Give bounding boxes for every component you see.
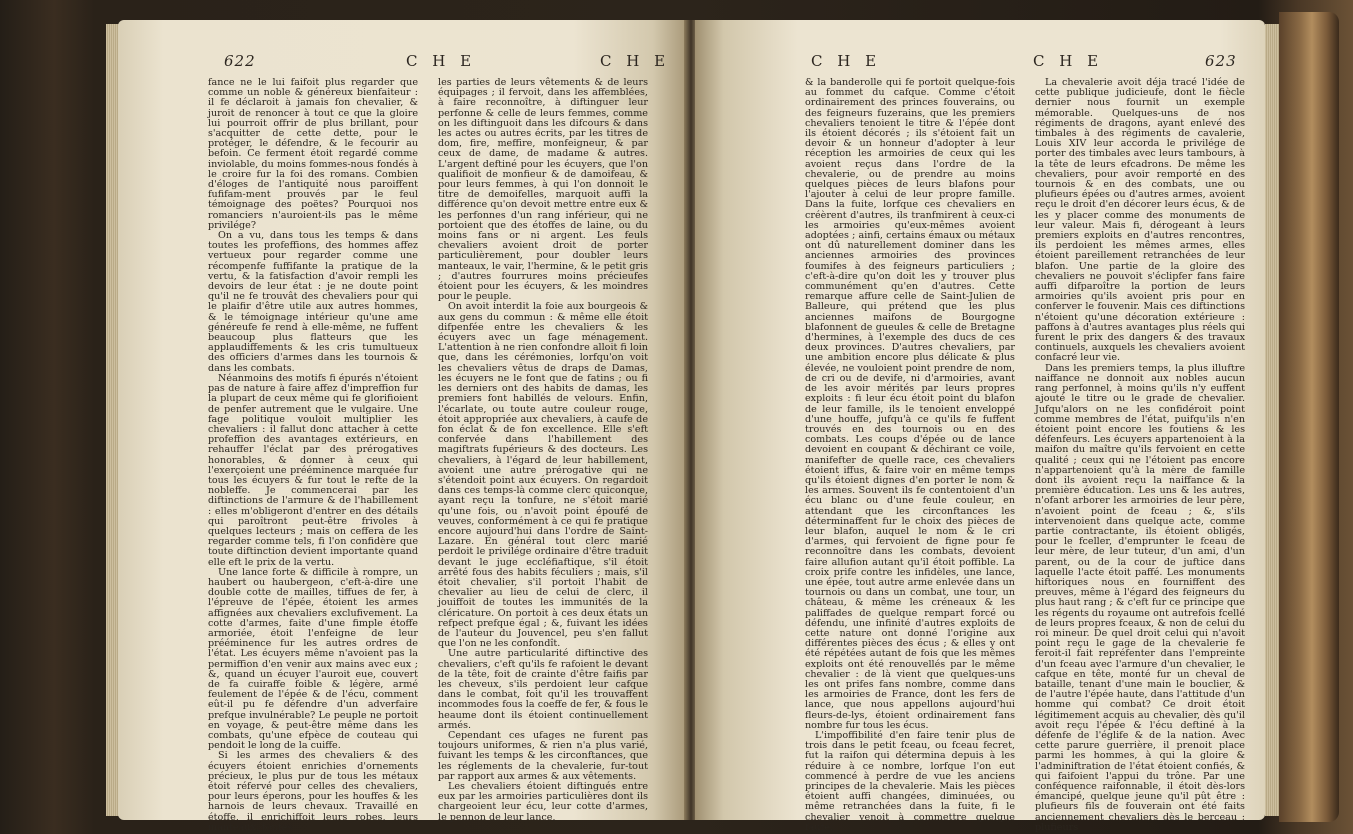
left-page bbox=[118, 20, 687, 833]
right-running-title-2: C H E bbox=[1033, 52, 1104, 70]
left-running-title-2: C H E bbox=[600, 52, 671, 70]
paragraph: Cependant ces ufages ne furent pas toujours uniformes, & rien n'a plus varié, fuivant les temps & les circonftances, que les réglements de la chevalerie, fur-tout par rapport aux armes & aux vêtements. bbox=[438, 730, 648, 782]
paragraph: Dans les premiers temps, la plus illuftre naiffance ne donnoit aux nobles aucun rang perfonnel, à moins qu'ils n'y euffent ajouté le titre ou le grade de chevalier. Jufqu'alors on ne les confidéroit point comme membres de l'état, puifqu'ils n'en étoient point encore les foutiens & les défenfeurs. Les écuyers appartenoient à la maifon du maître qu'ils fervoient en cette qualité ; ceux qui ne l'étoient pas encore n'appartenoient qu'à la mère de famille dont ils avoient reçu la naiffance & la première éducation. Les uns & les autres, n'ofant arborer les armoiries de leur père, n'avoient point de fceau ; &, s'ils intervenoient dans quelque acte, comme partie contractante, ils étoient obligés, pour le fceller, d'emprunter le fceau de leur mère, de leur tuteur, d'un ami, d'un parent, ou de la cour de juftice dans laquelle l'acte étoit paffé. Les monuments hiftoriques nous en fourniffent des preuves, même à l'égard des feigneurs du plus haut rang ; & c'eft fur ce principe que les régents du royaume ont autrefois fcellé de leurs propres fceaux, & non de celui du roi mineur. De quel droit celui qui n'avoit point reçu le gage de la chevalerie fe feroit-il fait repréfenter dans l'empreinte d'un fceau avec l'armure d'un chevalier, le cafque en tête, monté fur un cheval de bataille, tenant d'une main le bouclier, & de l'autre l'épée haute, dans l'attitude d'un homme qui combat? Ce droit étoit légitimement acquis au chevalier, dès qu'il avoit reçu l'épée & l'écu deftiné à la défenfe de l'églife & de la nation. Avec cette parure guerrière, il prenoit place parmi les hommes, à qui la gloire & l'adminiftration de l'état étoient confiés, & qui faifoient l'appui du trône. Par une conféquence raifonnable, il étoit dès-lors émancipé, quelque jeune qu'il pût être : plufieurs fils de fouverain ont été faits anciennement chevaliers dès le berceau ; plufieurs bbox=[1035, 362, 1245, 833]
paragraph: fance ne le lui faifoit plus regarder que comme un noble & généreux bienfaiteur : il fe déclaroit à jamais fon chevalier, & juroit de renoncer à tout ce que la gloire lui pourroit offrir de plus brillant, pour s'acquitter de cette dette, pour le protéger, le défendre, & le fecourir au befoin. Ce ferment étoit regardé comme inviolable, du moins fommes-nous fondés à le croire fur la foi des romans. Combien d'éloges de l'antiquité nous paroiffent fufifam-ment prouvés par le feul témoignage des poëtes? Pourquoi nos romanciers n'auroient-ils pas le même privilége? bbox=[208, 77, 418, 231]
paragraph: Une lance forte & difficile à rompre, un haubert ou haubergeon, c'eft-à-dire une double cotte de mailles, tiffues de fer, à l'épreuve de l'épée, étoient les armes affignées aux chevaliers exclufivement. La cotte d'armes, faite d'une fimple étoffe armoriée, étoit l'enfeigne de leur prééminence fur les autres ordres de l'état. Les écuyers même n'avoient pas la permiffion d'en venir aux mains avec eux ; &, quand un écuyer l'auroit eue, couvert de fa cuiraffe foible & légère, armé feulement de l'épée & de l'écu, comment eût-il pu fe défendre d'un adverfaire prefque invulnérable? Le peuple ne portoit en voyage, & peut-être même dans les combats, qu'une efpèce de couteau qui pendoit le long de la cuiffe. bbox=[208, 566, 418, 752]
paragraph: & la banderolle qui fe portoit quelque-fois au fommet du cafque. Comme c'étoit ordinairement des princes fouverains, ou des feigneurs fuzerains, que les premiers chevaliers tenoient le titre & l'épée dont ils étoient décorés ; ils s'étoient fait un devoir & un honneur d'adopter à leur réception les armoiries de ceux qui les avoient reçus dans l'ordre de la chevalerie, ou de prendre au moins quelques pièces de leurs blafons pour l'ajouter à celui de leur propre famille. Dans la fuite, lorfque ces chevaliers en créèrent d'autres, ils tranfmirent à ceux-ci les armoiries qu'eux-mêmes avoient adoptées ; ainfi, certains émaux ou métaux ont dû naturellement dominer dans les anciennes armoiries des provinces foumifes à des feigneurs particuliers ; c'eft-à-dire qu'on doit les y trouver plus communément qu'en d'autres. Cette remarque affure celle de Saint-Julien de Balleure, qui prétend que les plus anciennes maifons de Bourgogne blafonnent de gueules & celle de Bretagne d'hermines, à l'exemple des ducs de ces deux provinces. D'autres chevaliers, par une ambition encore plus délicate & plus élevée, ne vouloient point prendre de nom, de cri ou de devife, ni d'armoiries, avant de les avoir mérités par leurs propres exploits : fi leur écu étoit point du blafon de leur famille, ils le tenoient enveloppé d'une houffe, jufqu'à ce qu'ils fe fuffent trouvés en des tournois ou en des combats. Les coups d'épée ou de lance devoient en coupant & déchirant ce voile, manifefter de quelle race, ces chevaliers étoient iffus, & faire voir en même temps qu'ils étoient dignes d'en porter le nom & les armes. Souvent ils fe contentoient d'un écu blanc ou d'une feule couleur, en attendant que les circonftances les déterminaffent fur le choix des pièces de leur blafon, auquel le nom & le cri d'armes, qui fervoient de figne pour fe reconnoître dans les combats, devoient faire allufion autant qu'il étoit poffible. La croix prife contre les infidèles, une lance, une épée, tout autre arme enlevée dans un tournois ou dans un combat, une tour, un château, & même les créneaux & les paliffades de quelque rempart forcé ou défendu, une infinité d'autres exploits de cette nature ont donné l'origine aux différentes pièces des écus ; & elles y ont été répétées autant de fois que les mêmes exploits ont été renouvellés par le même chevalier : de là vient que quelques-uns les ont prifes fans nombre, comme dans les armoiries de France, dont les fers de lance, que nous appellons aujourd'hui fleurs-de-lys, étoient ordinairement fans nombre fur tous les écus. bbox=[805, 77, 1015, 731]
paragraph: On avoit interdit la foie aux bourgeois & aux gens du commun : & même elle étoit difpenfée entre les chevaliers & les écuyers avec un fage ménagement. L'attention à ne rien confondre alloit fi loin que, dans les cérémonies, lorfqu'on voit les chevaliers vêtus de draps de Damas, les écuyers ne le font que de fatins ; ou fi les derniers ont des habits de damas, les premiers font habillés de velours. Enfin, l'écarlate, ou toute autre couleur rouge, étoit appropriée aux chevaliers, à caufe de fon éclat & de fon excellence. Elle s'eft confervée dans l'habillement des magiftrats fupérieurs & des docteurs. Les chevaliers, à l'égard de leur habillement, avoient une autre prérogative qui ne s'étendoit point aux écuyers. On regardoit dans ces temps-là comme clerc quiconque, ayant reçu la tonfure, ne s'étoit marié qu'une fois, ou n'avoit point époufé de veuves, conformément à ce qui fe pratique encore aujourd'hui dans l'ordre de Saint-Lazare. En général tout clerc marié perdoit le privilége ordinaire d'être traduit devant le juge eccléfiaftique, s'il étoit arrêté fous des habits féculiers ; mais, s'il étoit chevalier, s'il portoit l'habit de chevalier au lieu de celui de clerc, il jouiffoit de toutes les immunités de la cléricature. On portoit à ces deux états un refpect prefque égal ; &, fuivant les idées de l'auteur du Jouvencel, peu s'en fallut que l'on ne les confondît. bbox=[438, 301, 648, 650]
paragraph: les parties de leurs vêtements & de leurs équipages ; il fervoit, dans les affemblées, à faire reconnoître, à diftinguer leur perfonne & celle de leurs femmes, comme on les diftinguoit dans les difcours & dans les actes ou autres écrits, par les titres de dom, fire, meffire, monfeigneur, & par ceux de dame, de madame & autres. L'argent deftiné pour les écuyers, que l'on qualifioit de monfieur & de damoifeau, & pour leurs femmes, à qui l'on donnoit le titre de demoifelles, marquoit auffi la différence qu'on devoit mettre entre eux & les perfonnes d'un rang inférieur, qui ne portoient que des étoffes de laine, ou du moins fans or ni argent. Les feuls chevaliers avoient droit de porter particulièrement, pour doubler leurs manteaux, le vair, l'hermine, & le petit gris ; d'autres fourrures moins précieufes étoient pour les écuyers, & les moindres pour le peuple. bbox=[438, 77, 648, 303]
right-running-title-1: C H E bbox=[811, 52, 882, 70]
paragraph: Les chevaliers étoient diftingués entre eux par les armoiries particulières dont ils chargeoient leur écu, leur cotte d'armes, le pennon de leur lance, bbox=[438, 781, 648, 823]
right-page-number: 623 bbox=[1205, 52, 1237, 70]
right-page-edges bbox=[1265, 24, 1279, 816]
right-column-2 bbox=[1035, 77, 1245, 833]
paragraph: Si les armes des chevaliers & des écuyers étoient enrichies d'ornements précieux, le plus pur de tous les métaux étoit réfervé pour celles des chevaliers, pour leurs éperons, pour les houffes & les harnois de leurs chevaux. Travaillé en étoffe, il enrichiffoit leurs robes, leurs manteaux, toutes bbox=[208, 750, 418, 833]
left-page-header bbox=[118, 52, 687, 76]
paragraph: On a vu, dans tous les temps & dans toutes les profeffions, des hommes affez vertueux pour regarder comme une récompenfe fuffifante la pratique de la vertu, & la fatisfaction d'avoir rempli les devoirs de leur état : je ne doute point qu'il ne fe trouvât des chevaliers pour qui le plaifir d'être utile aux autres hommes, & le témoignage intérieur qu'une ame généreufe fe rend à elle-même, ne fuffent beaucoup plus flatteurs que les applaudiffements & les cris tumultueux des officiers d'armes dans les tournois & dans les combats. bbox=[208, 230, 418, 374]
paragraph: Une autre particularité diftinctive des chevaliers, c'eft qu'ils fe rafoient le devant de la tête, foit de crainte d'être faifis par les cheveux, s'ils perdoient leur cafque dans le combat, foit qu'il les trouvaffent incommodes fous la coeffe de fer, & fous le heaume dont ils étoient continuellement armés. bbox=[438, 648, 648, 731]
left-column-2 bbox=[438, 77, 648, 823]
right-page-header bbox=[695, 52, 1265, 76]
left-running-title-1: C H E bbox=[406, 52, 477, 70]
left-column-1 bbox=[208, 77, 418, 833]
right-page bbox=[695, 20, 1265, 833]
paragraph: La chevalerie avoit déja tracé l'idée de cette publique judicieufe, dont le fiècle dernier nous fournit un exemple mémorable. Quelques-uns de nos régiments de dragons, ayant enlevé des timbales à des régiments de cavalerie, Louis XIV leur accorda le privilége de porter des timbales avec leurs tambours, à la tête de leurs efcadrons. De même les chevaliers, pour avoir remporté en des tournois & en des combats, une ou plufieurs épées ou d'autres armes, avoient reçu le droit d'en décorer leurs écus, & de les y placer comme des monuments de leur valeur. Mais fi, dérogeant à leurs premiers exploits en d'autres rencontres, ils perdoient les mêmes armes, elles étoient pareillement retranchées de leur blafon. Une partie de la gloire des chevaliers ne pouvoit s'éclipfer fans faire auffi difparoître la portion de leurs armoiries qu'ils avoient pris pour en conferver le fouvenir. Mais ces diftinctions n'étoient qu'une décoration extérieure : paffons à d'autres avantages plus réels qui furent le prix des dangers & des travaux continuels, auxquels les chevaliers avoient confacré leur vie. bbox=[1035, 77, 1245, 364]
paragraph: L'impoffibilité d'en faire tenir plus de trois dans le petit fceau, ou fceau fecret, fut la raifon qui détermina depuis à les réduire à ce nombre, lorfque l'on eut commencé à perdre de vue les anciens principes de la chevalerie. Mais les pièces étoient auffi changées, diminuées, ou même retranchées dans la fuite, fi le chevalier venoit à commettre quelque faute. bbox=[805, 730, 1015, 833]
right-column-1 bbox=[805, 77, 1015, 833]
left-page-number: 622 bbox=[224, 52, 256, 70]
book-spine bbox=[1279, 12, 1339, 822]
paragraph: Néanmoins des motifs fi épurés n'étoient pas de nature à faire affez d'impreffion fur la plupart de ceux même qui fe glorifioient de penfer autrement que le vulgaire. Une fage politique vouloit multiplier les chevaliers : il fallut donc attacher à cette profeffion des avantages extérieurs, en rehauffer l'éclat par des prérogatives honorables, & donner à ceux qui l'exerçoient une prééminence marquée fur tous les écuyers & fur tout le refte de la nobleffe. Je commencerai par les diftinctions de l'armure & de l'habillement : elles m'obligeront d'entrer en des détails qui paroîtront peut-être frivoles à quelques lecteurs ; mais on ceffera de les regarder comme tels, fi l'on confidère que toute diftinction devient importante quand elle eft le prix de la vertu. bbox=[208, 372, 418, 568]
